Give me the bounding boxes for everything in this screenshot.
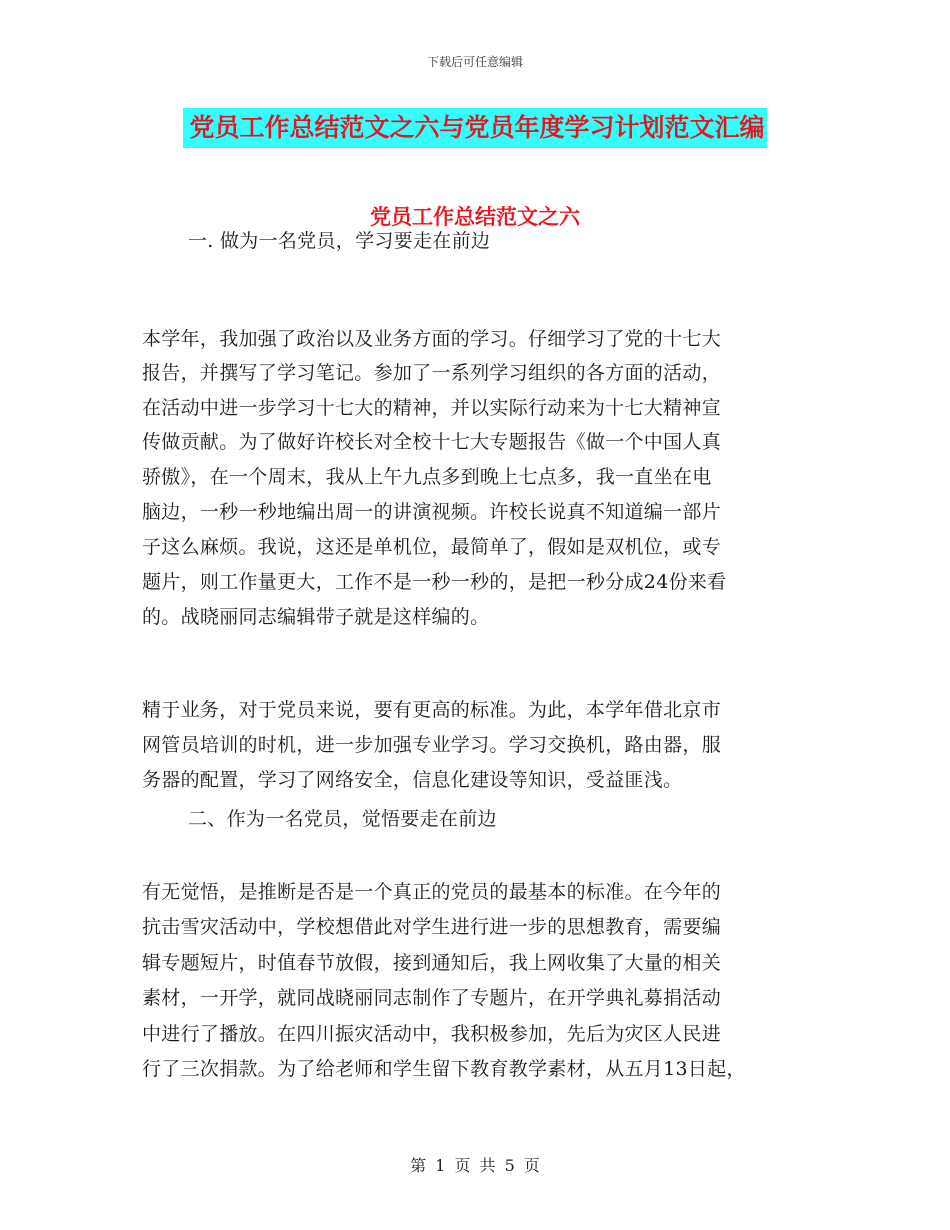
paragraph-1-line: 脑边，一秒一秒地编出周一的讲演视频。许校长说真不知道编一部片 (142, 501, 722, 523)
paragraph-1-line: 传做贡献。为了做好许校长对全校十七大专题报告《做一个中国人真 (142, 431, 722, 453)
paragraph-3-line: 抗击雪灾活动中，学校想借此对学生进行进一步的思想教育，需要编 (142, 916, 722, 938)
paragraph-3-line: 辑专题短片，时值春节放假，接到通知后，我上网收集了大量的相关 (142, 952, 722, 974)
paragraph-1-line: 的。战晓丽同志编辑带子就是这样编的。 (142, 606, 490, 628)
paragraph-2-line: 务器的配置，学习了网络安全，信息化建设等知识，受益匪浅。 (142, 769, 683, 791)
paragraph-1-line: 在活动中进一步学习十七大的精神，并以实际行动来为十七大精神宣 (142, 397, 722, 419)
section-title: 党员工作总结范文之六 (370, 204, 580, 229)
paragraph-2-line: 精于业务，对于党员来说，要有更高的标准。为此，本学年借北京市 (142, 699, 722, 721)
paragraph-1-line: 题片，则工作量更大，工作不是一秒一秒的，是把一秒分成24份来看 (142, 571, 727, 593)
paragraph-2-line: 网管员培训的时机，进一步加强专业学习。学习交换机，路由器，服 (142, 734, 722, 756)
page-number: 第 1 页 共 5 页 (410, 1156, 540, 1175)
heading-1: 一. 做为一名党员，学习要走在前边 (188, 230, 491, 252)
paragraph-3-line: 行了三次捐款。为了给老师和学生留下教育教学素材，从五月13日起， (142, 1058, 746, 1080)
document-title: 党员工作总结范文之六与党员年度学习计划范文汇编 (183, 108, 766, 148)
paragraph-1-line: 骄傲》，在一个周末，我从上午九点多到晚上七点多，我一直坐在电 (142, 466, 712, 488)
document-title-container (0, 108, 950, 148)
paragraph-3-line: 素材，一开学，就同战晓丽同志制作了专题片，在开学典礼募捐活动 (142, 987, 722, 1009)
paragraph-3-line: 中进行了播放。在四川振灾活动中，我积极参加，先后为灾区人民进 (142, 1023, 722, 1045)
paragraph-1-line: 子这么麻烦。我说，这还是单机位，最简单了，假如是双机位，或专 (142, 536, 722, 558)
paragraph-3-line: 有无觉悟，是推断是否是一个真正的党员的最基本的标准。在今年的 (142, 881, 722, 903)
paragraph-1-line: 报告，并撰写了学习笔记。参加了一系列学习组织的各方面的活动， (142, 362, 722, 384)
page-header-note: 下载后可任意编辑 (426, 55, 523, 69)
paragraph-1-line: 本学年，我加强了政治以及业务方面的学习。仔细学习了党的十七大 (142, 328, 722, 350)
heading-2: 二、作为一名党员，觉悟要走在前边 (188, 808, 497, 830)
